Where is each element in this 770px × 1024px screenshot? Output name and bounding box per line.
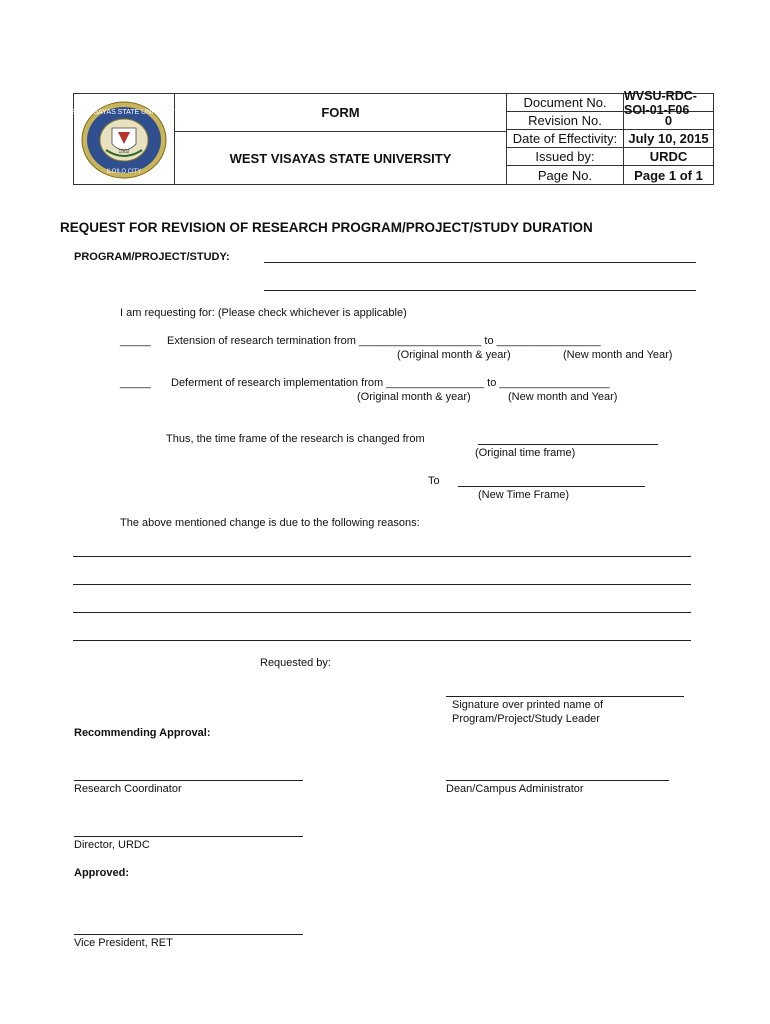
issued-by-value: URDC <box>624 148 713 166</box>
program-field-line-1[interactable] <box>264 262 696 263</box>
vp-signature-line[interactable] <box>74 934 303 935</box>
effectivity-value: July 10, 2015 <box>624 130 713 148</box>
option1-text: Extension of research termination from ____________________ to _________________ <box>167 335 601 347</box>
reason-line-2[interactable] <box>73 584 691 585</box>
vp-label: Vice President, RET <box>74 937 173 949</box>
option1-hint-original: (Original month & year) <box>397 349 511 361</box>
document-no-label: Document No. <box>507 94 624 112</box>
director-signature-line[interactable] <box>74 836 303 837</box>
form-header-table <box>64 88 714 185</box>
revision-no-value: 0 <box>624 112 713 130</box>
option2-checkbox-blank[interactable]: _____ <box>120 377 151 389</box>
research-coordinator-label: Research Coordinator <box>74 783 182 795</box>
reasons-text: The above mentioned change is due to the following reasons: <box>120 517 420 529</box>
leader-sig-caption-2: Program/Project/Study Leader <box>452 713 600 725</box>
requested-by-label: Requested by: <box>260 657 331 669</box>
dean-signature-line[interactable] <box>446 780 669 781</box>
logo-cell <box>64 94 184 184</box>
timeframe-hint-new: (New Time Frame) <box>478 489 570 501</box>
original-timeframe-field[interactable] <box>478 444 658 445</box>
program-label: PROGRAM/PROJECT/STUDY: <box>74 251 230 263</box>
leader-sig-caption-1: Signature over printed name of <box>452 699 604 711</box>
page-no-label: Page No. <box>507 166 624 184</box>
page-no-value: Page 1 of 1 <box>634 167 703 183</box>
document-no-value: WVSU-RDC-SOI-01-F06 <box>624 94 713 112</box>
revision-no-label: Revision No. <box>507 112 624 130</box>
option2-hint-new: (New month and Year) <box>508 391 618 403</box>
svg-text:WEST VISAYAS STATE UNIVERSITY: WEST VISAYAS STATE UNIVERSITY <box>64 109 184 116</box>
director-label: Director, URDC <box>74 839 150 851</box>
svg-text:1902: 1902 <box>118 149 130 155</box>
research-coordinator-signature-line[interactable] <box>74 780 303 781</box>
effectivity-label: Date of Effectivity: <box>507 130 624 148</box>
issued-by-label: Issued by: <box>507 148 624 166</box>
program-field-line-2[interactable] <box>264 290 696 291</box>
reason-line-4[interactable] <box>73 640 691 641</box>
option1-checkbox-blank[interactable]: _____ <box>120 335 151 347</box>
form-title: REQUEST FOR REVISION OF RESEARCH PROGRAM/PROJECT/STUDY DURATION <box>60 220 593 235</box>
timeframe-text: Thus, the time frame of the research is changed from <box>166 433 425 445</box>
reason-line-3[interactable] <box>73 612 691 613</box>
option2-hint-original: (Original month & year) <box>357 391 471 403</box>
dean-label: Dean/Campus Administrator <box>446 783 584 795</box>
requesting-text: I am requesting for: (Please check whichever is applicable) <box>120 307 407 319</box>
university-name: WEST VISAYAS STATE UNIVERSITY <box>175 132 507 184</box>
option1-hint-new: (New month and Year) <box>563 349 673 361</box>
timeframe-hint-original: (Original time frame) <box>475 447 576 459</box>
recommending-approval-label: Recommending Approval: <box>74 727 211 739</box>
approved-label: Approved: <box>74 867 129 879</box>
leader-signature-line[interactable] <box>446 696 684 697</box>
option2-text: Deferment of research implementation from ________________ to __________________ <box>171 377 610 389</box>
university-seal-icon <box>64 100 184 180</box>
new-timeframe-field[interactable] <box>458 486 645 487</box>
form-label: FORM <box>175 94 507 132</box>
svg-text:ILOILO CITY: ILOILO CITY <box>106 169 142 175</box>
reason-line-1[interactable] <box>73 556 691 557</box>
timeframe-to-label: To <box>428 475 440 487</box>
